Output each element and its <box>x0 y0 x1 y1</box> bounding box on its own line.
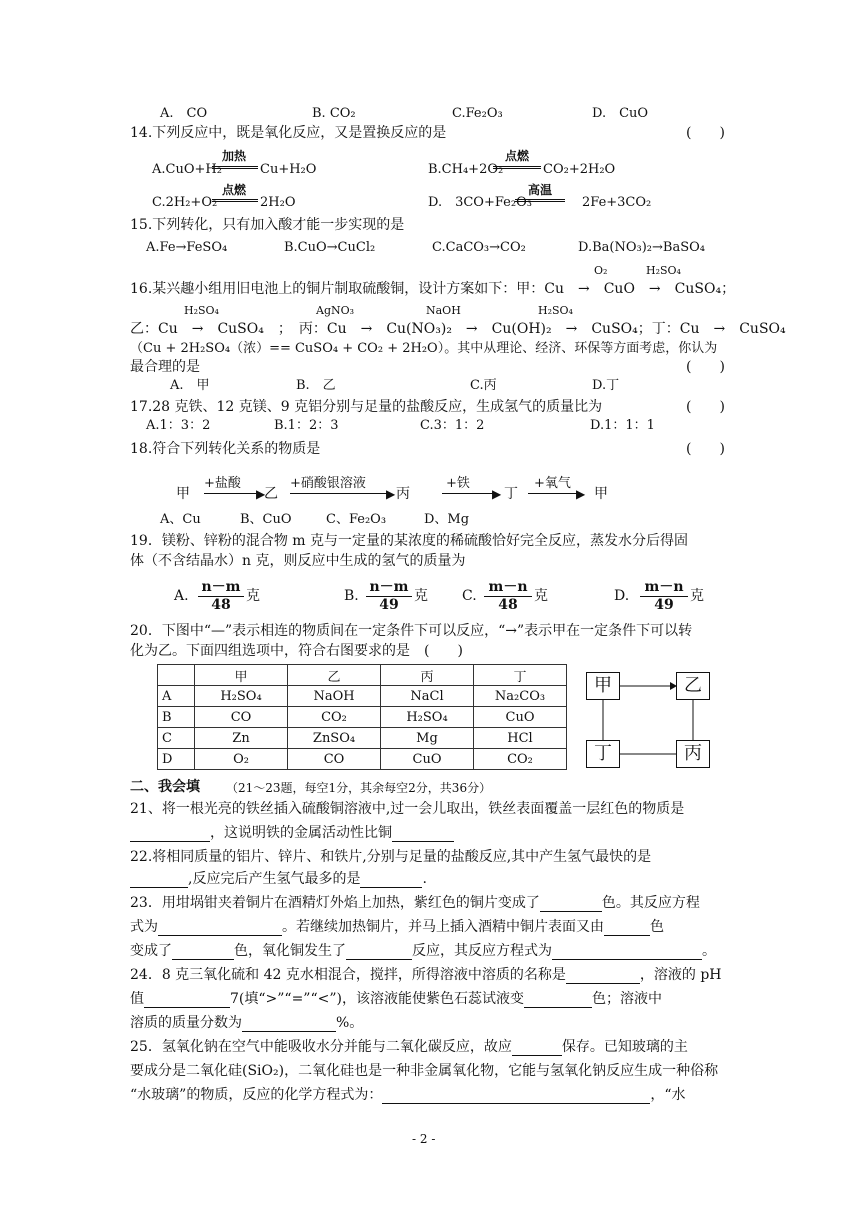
table-cell: B <box>158 707 195 728</box>
q14-c-condition: 点燃 <box>221 183 246 197</box>
q19-option-d-label: D. <box>614 588 630 604</box>
q25-blank-1[interactable] <box>512 1041 562 1056</box>
q13-option-b: B. CO₂ <box>312 106 356 121</box>
q20-diagram-bing: 丙 <box>676 740 710 768</box>
q18-node-yi: 乙 <box>264 486 278 502</box>
q20-options-table <box>157 664 567 770</box>
q22-line2-end: . <box>422 871 427 887</box>
table-cell: C <box>158 728 195 749</box>
q16-cond-h2so4-c: H₂SO₄ <box>538 304 573 317</box>
q18-arrowhead-2: ▶ <box>386 487 396 501</box>
q14-d-condition: 高温 <box>527 183 552 197</box>
q22-line2-text: ,反应完后产生氢气最多的是 <box>188 871 361 887</box>
q14-a-condition: 加热 <box>221 149 246 163</box>
q24-line1 <box>130 966 722 984</box>
table-cell: CuO <box>474 707 567 728</box>
q18-stem: 18.符合下列转化关系的物质是 <box>130 441 321 457</box>
table-cell: CO <box>195 707 288 728</box>
table-header-cell: 甲 <box>195 665 288 686</box>
q17-stem: 17.28 克铁、12 克镁、9 克铝分别与足量的盐酸反应，生成氢气的质量比为 <box>130 399 603 415</box>
q18-arrow-4 <box>528 493 578 494</box>
q14-paren: ( ) <box>686 125 725 141</box>
table-cell: H₂SO₄ <box>195 686 288 707</box>
q18-cond-hcl: +盐酸 <box>204 476 241 491</box>
table-cell: CuO <box>381 749 474 770</box>
q23-blank-6[interactable] <box>552 945 702 960</box>
q18-option-d: D、Mg <box>424 512 470 527</box>
q24-text-5: 色；溶液中 <box>591 991 662 1007</box>
q20-diagram-jia: 甲 <box>586 672 620 700</box>
q23-text-4: 。若继续加热铜片，并马上插入酒精中铜片表面又由 <box>282 919 604 935</box>
table-header-cell <box>158 665 195 686</box>
q16-line3: （Cu + 2H₂SO₄（浓）== CuSO₄ + CO₂ + 2H₂O）。其中从理论、经济、环保等方面考虑，你认为 <box>130 341 718 356</box>
q23-text-3: 式为 <box>130 919 158 935</box>
q18-option-a: A、Cu <box>160 512 201 527</box>
table-cell: CO₂ <box>288 707 381 728</box>
table-cell: CO <box>288 749 381 770</box>
table-header-row <box>158 665 567 686</box>
q15-option-c: C.CaCO₃→CO₂ <box>432 240 526 255</box>
q19-line2: 体（不含结晶水）n 克，则反应中生成的氢气的质量为 <box>130 553 466 569</box>
q23-text-6: 变成了 <box>130 943 172 959</box>
table-cell: Mg <box>381 728 474 749</box>
q24-text-3: 值 <box>130 991 144 1007</box>
q25-line3 <box>130 1086 686 1104</box>
q14-a-right: Cu+H₂O <box>260 162 317 177</box>
q24-blank-2[interactable] <box>144 993 230 1008</box>
table-cell: A <box>158 686 195 707</box>
q19-option-c-den: 48 <box>498 597 518 613</box>
q23-line3 <box>130 942 716 960</box>
table-cell: ZnSO₄ <box>288 728 381 749</box>
q14-b-equals <box>493 166 541 169</box>
q19-option-a-den: 48 <box>211 597 231 613</box>
q14-stem: 14.下列反应中，既是氧化反应，又是置换反应的是 <box>130 125 447 141</box>
q21-line1: 21、将一根光亮的铁丝插入硫酸铜溶液中,过一会儿取出，铁丝表面覆盖一层红色的物质是 <box>130 801 685 817</box>
q22-blank-2[interactable] <box>360 873 422 888</box>
q18-option-c: C、Fe₂O₃ <box>326 512 387 527</box>
q19-option-c-fraction <box>484 576 532 613</box>
q16-cond-h2so4-b: H₂SO₄ <box>184 304 219 317</box>
q13-option-d: D. CuO <box>592 106 649 121</box>
q25-text-3: “水玻璃”的物质，反应的化学方程式为： <box>130 1087 383 1103</box>
q18-cond-fe: +铁 <box>446 476 470 491</box>
q19-option-b-fraction <box>366 576 412 613</box>
q18-cond-o2: +氧气 <box>534 476 571 491</box>
q18-node-jia1: 甲 <box>176 486 190 502</box>
q25-line1 <box>130 1038 688 1056</box>
q16-option-b: B. 乙 <box>296 378 336 393</box>
q18-node-ding: 丁 <box>504 486 518 502</box>
q16-cond-naoh: NaOH <box>426 304 461 317</box>
q22-line1: 22.将相同质量的铝片、锌片、和铁片,分别与足量的盐酸反应,其中产生氢气最快的是 <box>130 849 652 865</box>
q19-option-a-label: A. <box>174 588 189 604</box>
section-2-title: 二、我会填 <box>130 779 200 795</box>
q16-option-a: A. 甲 <box>170 378 210 393</box>
q23-text-5: 色 <box>650 919 664 935</box>
q21-blank-1[interactable] <box>130 827 210 842</box>
q23-blank-4[interactable] <box>172 945 234 960</box>
table-row <box>158 728 567 749</box>
q19-option-b-label: B. <box>344 588 359 604</box>
table-header-cell: 丙 <box>381 665 474 686</box>
q15-option-a: A.Fe→FeSO₄ <box>146 240 228 255</box>
q19-option-c-label: C. <box>462 588 477 604</box>
q21-blank-2[interactable] <box>392 827 454 842</box>
q25-text-1: 25．氢氧化钠在空气中能吸收水分并能与二氧化碳反应，故应 <box>130 1039 512 1055</box>
q25-text-4: ，“水 <box>650 1087 686 1103</box>
q23-line1 <box>130 894 700 912</box>
q16-cond-h2so4-a: H₂SO₄ <box>646 264 681 277</box>
q21-line2 <box>130 824 454 842</box>
q24-line3 <box>130 1014 363 1032</box>
q17-option-b: B.1：2：3 <box>274 418 339 433</box>
table-cell: HCl <box>474 728 567 749</box>
table-row <box>158 686 567 707</box>
q23-text-7: 色，氧化铜发生了 <box>234 943 346 959</box>
q23-line2 <box>130 918 664 936</box>
q18-paren: ( ) <box>686 441 725 457</box>
table-header-cell: 丁 <box>474 665 567 686</box>
q23-blank-5[interactable] <box>346 945 412 960</box>
q21-line2-text: ，这说明铁的金属活动性比铜 <box>210 825 392 841</box>
q24-text-6: 溶质的质量分数为 <box>130 1015 242 1031</box>
q14-c-right: 2H₂O <box>260 195 296 210</box>
q18-arrow-3 <box>442 493 494 494</box>
q15-option-d: D.Ba(NO₃)₂→BaSO₄ <box>578 240 705 255</box>
table-cell: CO₂ <box>474 749 567 770</box>
q18-arrowhead-4: ▶ <box>576 487 586 501</box>
q17-option-d: D.1：1：1 <box>590 418 655 433</box>
q14-c-left: C.2H₂+O₂ <box>152 195 218 210</box>
q16-option-c: C.丙 <box>470 378 497 393</box>
q16-paren: ( ) <box>686 359 725 375</box>
table-cell: Zn <box>195 728 288 749</box>
q14-a-equals <box>212 166 258 169</box>
q19-option-d-num: m－n <box>640 576 688 597</box>
q19-line1: 19．镁粉、锌粉的混合物 m 克与一定量的某浓度的稀硫酸恰好完全反应，蒸发水分后得固 <box>130 533 688 549</box>
q24-text-7: %。 <box>336 1015 364 1031</box>
q18-arrowhead-3: ▶ <box>492 487 502 501</box>
q14-b-right: CO₂+2H₂O <box>543 162 616 177</box>
q25-blank-2[interactable] <box>382 1089 650 1104</box>
q23-blank-1[interactable] <box>540 897 602 912</box>
q16-option-d: D.丁 <box>592 378 620 393</box>
q24-text-1: 24．8 克三氧化硫和 42 克水相混合，搅拌，所得溶液中溶质的名称是 <box>130 967 566 983</box>
q17-paren: ( ) <box>686 399 725 415</box>
q23-text-1: 23．用坩埚钳夹着铜片在酒精灯外焰上加热，紫红色的铜片变成了 <box>130 895 540 911</box>
table-cell: Na₂CO₃ <box>474 686 567 707</box>
table-header-cell: 乙 <box>288 665 381 686</box>
q23-blank-3[interactable] <box>604 921 650 936</box>
q13-option-c: C.Fe₂O₃ <box>452 106 503 121</box>
q18-option-b: B、CuO <box>240 512 292 527</box>
table-cell: D <box>158 749 195 770</box>
q25-text-2: 保存。已知玻璃的主 <box>561 1039 688 1055</box>
q19-option-c-num: m－n <box>484 576 532 597</box>
q19-option-a-fraction <box>198 576 244 613</box>
q22-blank-1[interactable] <box>130 873 188 888</box>
q14-c-equals <box>212 199 258 202</box>
q19-option-b-num: n－m <box>366 576 412 597</box>
table-row <box>158 749 567 770</box>
q18-arrow-2 <box>290 493 388 494</box>
q14-b-left: B.CH₄+2O₂ <box>428 162 504 177</box>
q19-option-c-unit: 克 <box>534 588 548 604</box>
q15-option-b: B.CuO→CuCl₂ <box>284 240 376 255</box>
q18-node-bing: 丙 <box>396 486 410 502</box>
table-cell: H₂SO₄ <box>381 707 474 728</box>
q23-text-8: 反应，其反应方程式为 <box>412 943 552 959</box>
q24-text-4: 7(填“>”“=”“<”)，该溶液能使紫色石蕊试液变 <box>230 991 524 1007</box>
q17-option-c: C.3：1：2 <box>420 418 485 433</box>
q18-cond-agno3: +硝酸银溶液 <box>290 476 366 491</box>
q18-arrow-1 <box>204 493 256 494</box>
q19-option-b-den: 49 <box>379 597 399 613</box>
q16-cond-o2: O₂ <box>594 264 608 277</box>
q20-diagram-ding: 丁 <box>586 740 620 768</box>
q14-a-left: A.CuO+H₂ <box>152 162 222 177</box>
q14-d-left: D. 3CO+Fe₂O₃ <box>428 195 532 210</box>
q14-b-condition: 点燃 <box>504 149 529 163</box>
q25-line2: 要成分是二氧化硅(SiO₂)，二氧化硅也是一种非金属氧化物，它能与氢氧化钠反应生成一种俗称 <box>130 1063 719 1079</box>
q19-option-a-unit: 克 <box>246 588 260 604</box>
q24-text-2: ，溶液的 pH <box>639 967 722 983</box>
q13-option-a: A. CO <box>160 106 208 121</box>
q23-blank-2[interactable] <box>158 921 282 936</box>
q24-blank-3[interactable] <box>524 993 592 1008</box>
q19-option-d-den: 49 <box>654 597 674 613</box>
q24-line2 <box>130 990 662 1008</box>
q17-option-a: A.1：3：2 <box>146 418 211 433</box>
q23-text-2: 色。其反应方程 <box>601 895 700 911</box>
q16-line1: 16.某兴趣小组用旧电池上的铜片制取硫酸铜，设计方案如下：甲：Cu → CuO → CuSO₄； <box>130 281 736 297</box>
q19-option-b-unit: 克 <box>414 588 428 604</box>
q20-diagram-connectors <box>580 660 730 780</box>
q20-line2: 化为乙。下面四组选项中，符合右图要求的是 ( ) <box>130 643 463 659</box>
page-number: - 2 - <box>412 1132 436 1146</box>
table-cell: NaCl <box>381 686 474 707</box>
q24-blank-4[interactable] <box>242 1017 336 1032</box>
q22-line2 <box>130 870 427 888</box>
table-cell: NaOH <box>288 686 381 707</box>
q20-diagram-yi: 乙 <box>676 672 710 700</box>
q18-arrowhead-1: ▶ <box>256 487 266 501</box>
table-row <box>158 707 567 728</box>
q16-cond-agno3: AgNO₃ <box>316 304 355 317</box>
q15-stem: 15.下列转化，只有加入酸才能一步实现的是 <box>130 217 405 233</box>
q16-line4: 最合理的是 <box>130 359 200 375</box>
q14-d-equals <box>515 199 565 202</box>
section-2-note: （21～23题，每空1分，其余每空2分，共36分） <box>226 781 492 795</box>
q20-line1: 20．下图中“—”表示相连的物质间在一定条件下可以反应，“→”表示甲在一定条件下可以转 <box>130 623 693 639</box>
q16-line2: 乙：Cu → CuSO₄ ； 丙：Cu → Cu(NO₃)₂ → Cu(OH)₂ → CuSO₄；丁：Cu → CuSO₄ <box>130 321 786 337</box>
q19-option-d-fraction <box>640 576 688 613</box>
q19-option-a-num: n－m <box>198 576 244 597</box>
q24-blank-1[interactable] <box>566 969 640 984</box>
table-cell: O₂ <box>195 749 288 770</box>
q14-d-right: 2Fe+3CO₂ <box>582 195 652 210</box>
q18-node-jia2: 甲 <box>594 486 608 502</box>
q23-text-9: 。 <box>702 943 716 959</box>
q19-option-d-unit: 克 <box>690 588 704 604</box>
